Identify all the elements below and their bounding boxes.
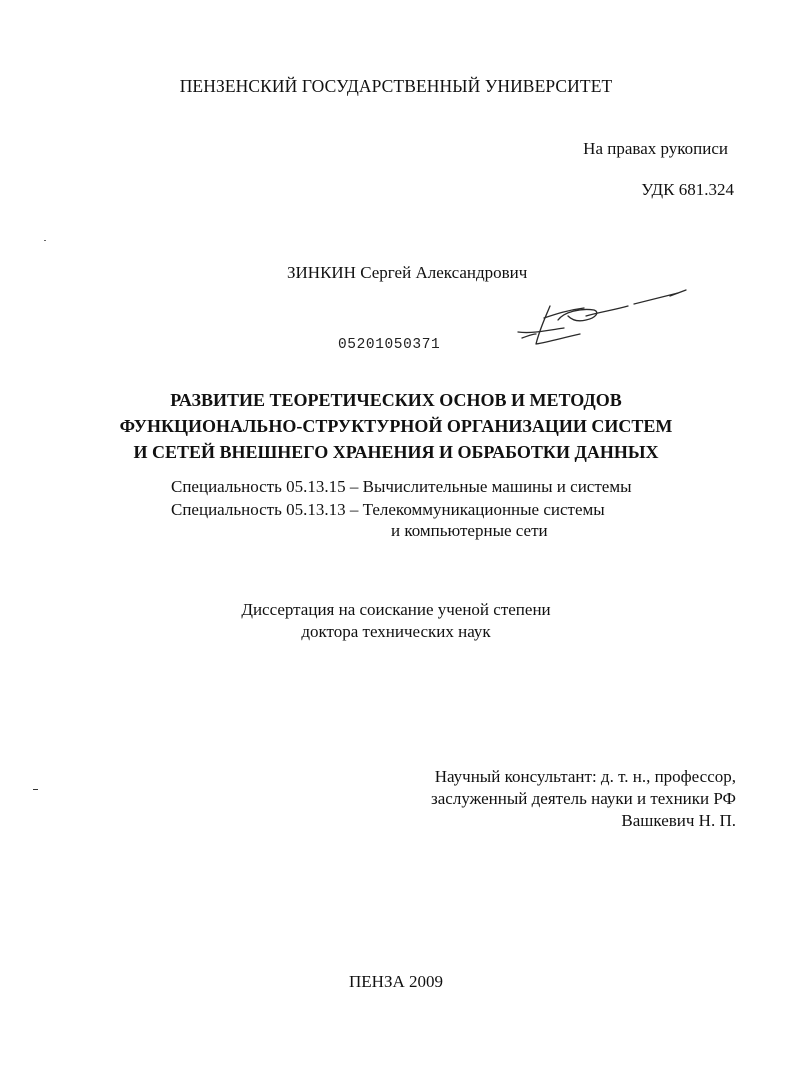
university-name: ПЕНЗЕНСКИЙ ГОСУДАРСТВЕННЫЙ УНИВЕРСИТЕТ xyxy=(179,76,613,96)
scan-speck xyxy=(44,240,46,241)
author-signature xyxy=(510,284,695,354)
specialty-line: и компьютерные сети xyxy=(391,521,548,540)
consultant-line: Вашкевич Н. П. xyxy=(621,811,736,830)
title-line: И СЕТЕЙ ВНЕШНЕГО ХРАНЕНИЯ И ОБРАБОТКИ ДАННЫХ xyxy=(133,442,659,462)
udk-code: УДК 681.324 xyxy=(641,180,734,199)
title-line: ФУНКЦИОНАЛЬНО-СТРУКТУРНОЙ ОРГАНИЗАЦИИ СИСТЕМ xyxy=(119,416,673,436)
dissertation-degree xyxy=(0,599,792,643)
specialty-line: Специальность 05.13.13 – Телекоммуникационные системы xyxy=(171,500,605,519)
degree-line: Диссертация на соискание ученой степени xyxy=(241,600,551,619)
city-year: ПЕНЗА 2009 xyxy=(349,972,443,991)
dissertation-title xyxy=(0,387,792,465)
degree-line: доктора технических наук xyxy=(301,622,491,641)
registration-number: 05201050371 xyxy=(338,337,441,353)
title-line: РАЗВИТИЕ ТЕОРЕТИЧЕСКИХ ОСНОВ И МЕТОДОВ xyxy=(170,390,622,410)
specialty-line: Специальность 05.13.15 – Вычислительные машины и системы xyxy=(171,477,632,496)
manuscript-rights-label: На правах рукописи xyxy=(583,139,728,158)
author-name: ЗИНКИН Сергей Александрович xyxy=(287,263,528,282)
consultant-line: заслуженный деятель науки и техники РФ xyxy=(431,789,736,808)
scientific-consultant xyxy=(431,766,736,832)
consultant-line: Научный консультант: д. т. н., профессор, xyxy=(434,767,736,786)
scan-mark xyxy=(33,789,38,790)
